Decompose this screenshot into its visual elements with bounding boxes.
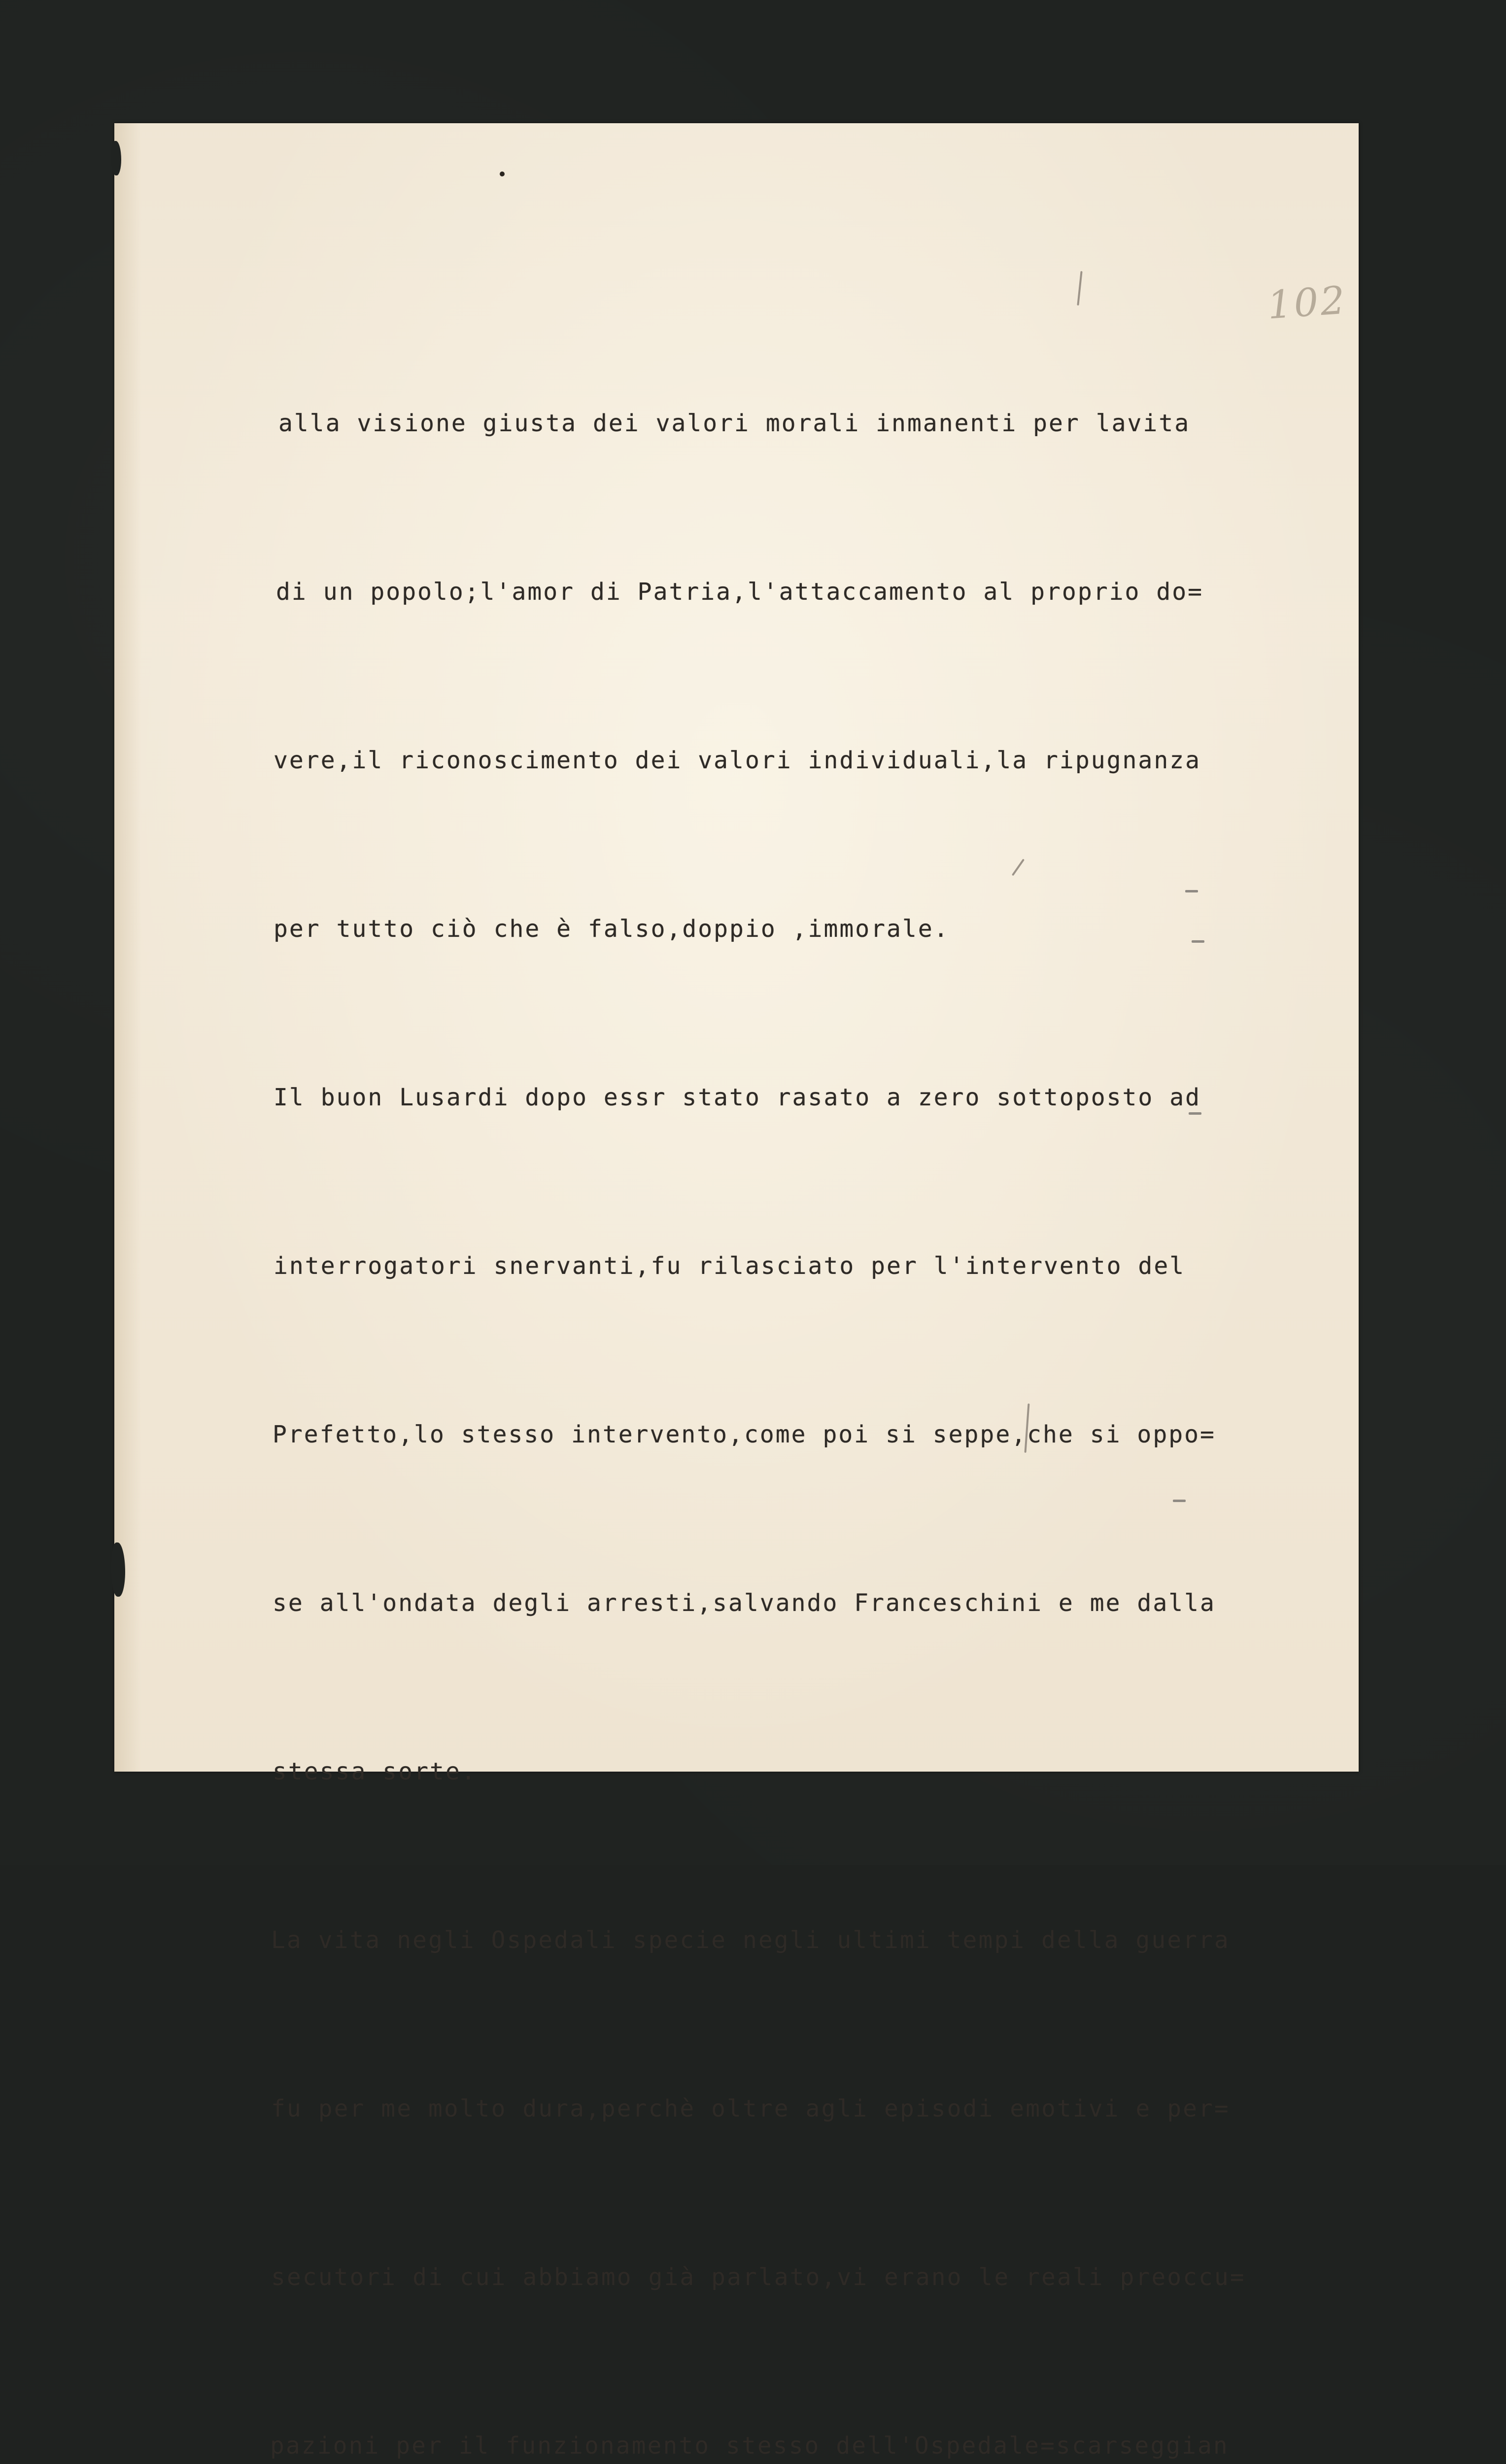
text-line: se all'ondata degli arresti,salvando Franceschini e me dalla	[273, 1589, 1216, 1617]
text-line: secutori di cui abbiamo già parlato,vi erano le reali preoccu=	[271, 2263, 1246, 2291]
text-line: di un popolo;l'amor di Patria,l'attaccamento al proprio do=	[276, 578, 1204, 606]
typed-body-text	[271, 283, 1257, 2464]
text-line: fu per me molto dura,perchè oltre agli episodi emotivi e per=	[271, 2095, 1230, 2122]
staple-hole	[500, 171, 505, 176]
text-line: per tutto ciò che è falso,doppio ,immorale.	[274, 915, 950, 943]
text-line: alla visione giusta dei valori morali inmanenti per lavita	[278, 410, 1191, 437]
text-line: Prefetto,lo stesso intervento,come poi si seppe,che si oppo=	[273, 1421, 1216, 1448]
text-line: pazioni per il funzionamento stesso dell'Ospedale=scarseggian	[270, 2432, 1229, 2460]
text-line: vere,il riconoscimento dei valori individuali,la ripugnanza	[274, 747, 1201, 774]
text-line: interrogatori snervanti,fu rilasciato per l'intervento del	[274, 1252, 1186, 1280]
text-line: Il buon Lusardi dopo essr stato rasato a zero sottoposto ad	[274, 1084, 1201, 1111]
worn-left-edge	[114, 123, 141, 1772]
text-line: La vita negli Ospedali specie negli ultimi tempi della guerra	[271, 1926, 1230, 1954]
handwritten-page-number: 102	[1266, 278, 1348, 328]
text-line: stessa sorte.	[273, 1758, 477, 1785]
